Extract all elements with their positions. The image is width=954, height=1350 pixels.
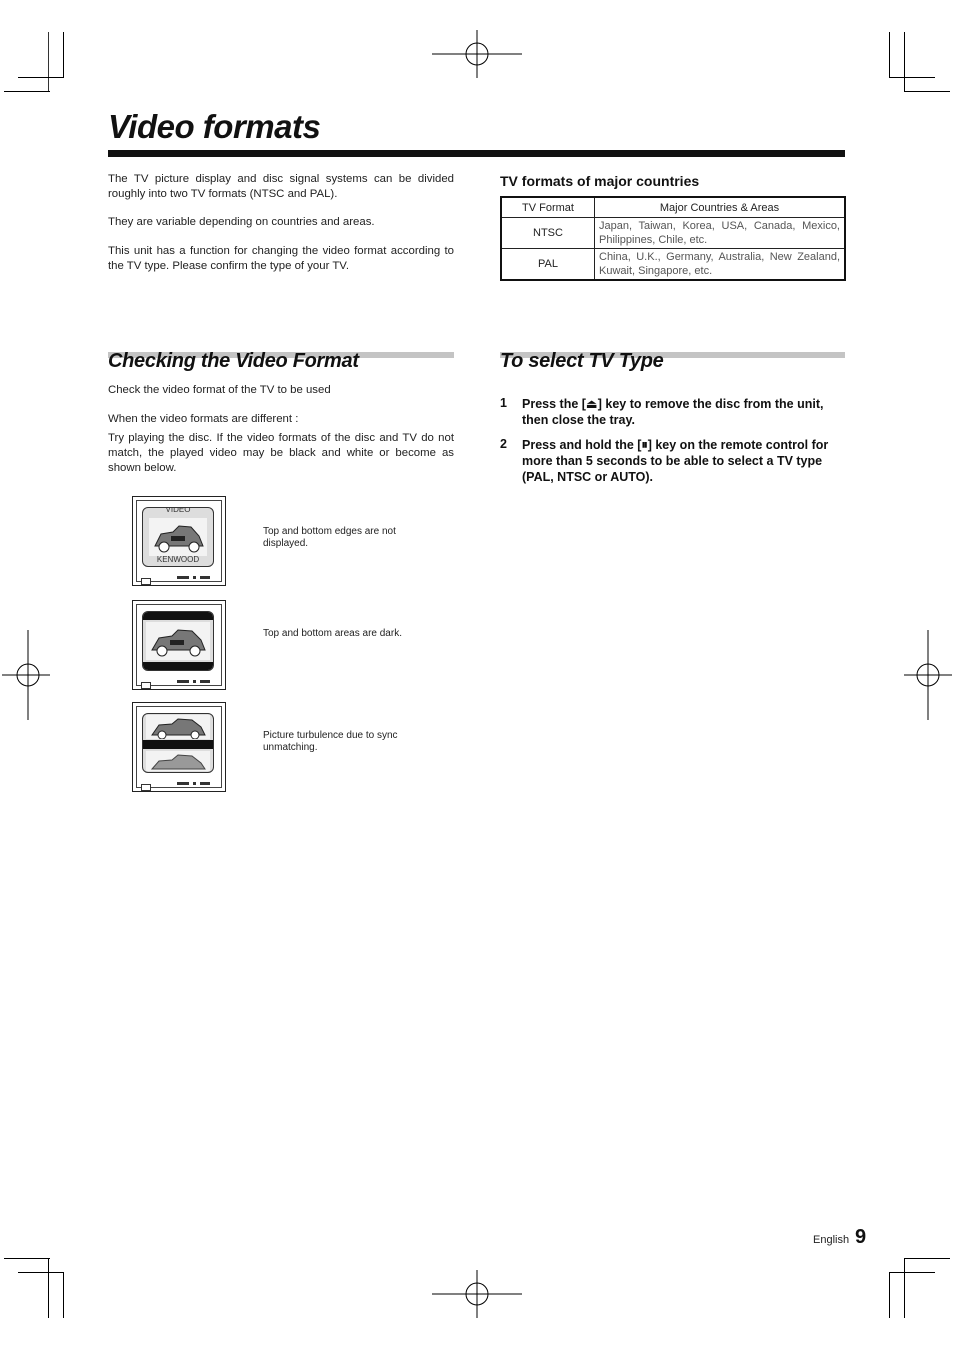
section-title-checking: Checking the Video Format: [108, 350, 359, 372]
column-header: Major Countries & Areas: [595, 197, 846, 218]
checking-line-3: Try playing the disc. If the video formats of the disc and TV do not match, the played video may be black and white or become as shown below.: [108, 432, 454, 474]
figure-caption-1: Top and bottom edges are not displayed.: [263, 526, 396, 549]
checking-line-1: Check the video format of the TV to be used: [108, 384, 331, 396]
figure-caption-3: Picture turbulence due to sync unmatching.: [263, 730, 398, 753]
registration-mark-icon: [430, 30, 524, 80]
step-text: Press and hold the [⏸] key on the remote control for more than 5 seconds to be able to select a TV type (PAL, NTSC or AUTO).: [522, 438, 829, 484]
car-illustration-icon: [146, 715, 210, 739]
tv-illustration-2: [132, 600, 226, 690]
step-number: 2: [500, 437, 507, 451]
footer-language: English: [813, 1234, 850, 1246]
format-cell: NTSC: [501, 218, 595, 249]
registration-mark-icon: [902, 628, 952, 722]
table-row: [501, 249, 845, 281]
car-illustration-icon: [146, 622, 210, 660]
intro-paragraph-2: They are variable depending on countries and areas.: [108, 216, 375, 228]
step-number: 1: [500, 396, 507, 410]
screen-bottom-text: KENWOOD: [156, 555, 200, 564]
car-illustration-icon: [149, 518, 207, 556]
tv-illustration-3: [132, 702, 226, 792]
figure-caption-2: Top and bottom areas are dark.: [263, 628, 402, 639]
section-title-select-tv: To select TV Type: [500, 350, 664, 372]
intro-paragraph-1: The TV picture display and disc signal systems can be divided roughly into two TV formats (NTSC and PAL).: [108, 173, 454, 200]
screen-top-text: VIDEO: [165, 507, 191, 514]
tv-illustration-1: [132, 496, 226, 586]
formats-table: [500, 196, 846, 281]
car-illustration-icon: [146, 751, 210, 771]
registration-mark-icon: [430, 1270, 524, 1320]
areas-cell: China, U.K., Germany, Australia, New Zealand, Kuwait, Singapore, etc.: [595, 249, 846, 281]
title-rule: [108, 150, 845, 157]
formats-table-heading: TV formats of major countries: [500, 173, 700, 189]
column-header: TV Format: [501, 197, 595, 218]
registration-mark-icon: [2, 628, 52, 722]
areas-cell: Japan, Taiwan, Korea, USA, Canada, Mexico, Philippines, Chile, etc.: [595, 218, 846, 249]
intro-paragraph-3: This unit has a function for changing the video format according to the TV type. Please confirm the type of your TV.: [108, 245, 454, 272]
checking-line-2: When the video formats are different :: [108, 413, 299, 425]
table-header-row: [501, 197, 845, 218]
format-cell: PAL: [501, 249, 595, 281]
table-row: [501, 218, 845, 249]
page-number: 9: [855, 1226, 867, 1248]
step-text: Press the [⏏] key to remove the disc from the unit, then close the tray.: [522, 397, 824, 427]
page-title: Video formats: [108, 108, 321, 145]
